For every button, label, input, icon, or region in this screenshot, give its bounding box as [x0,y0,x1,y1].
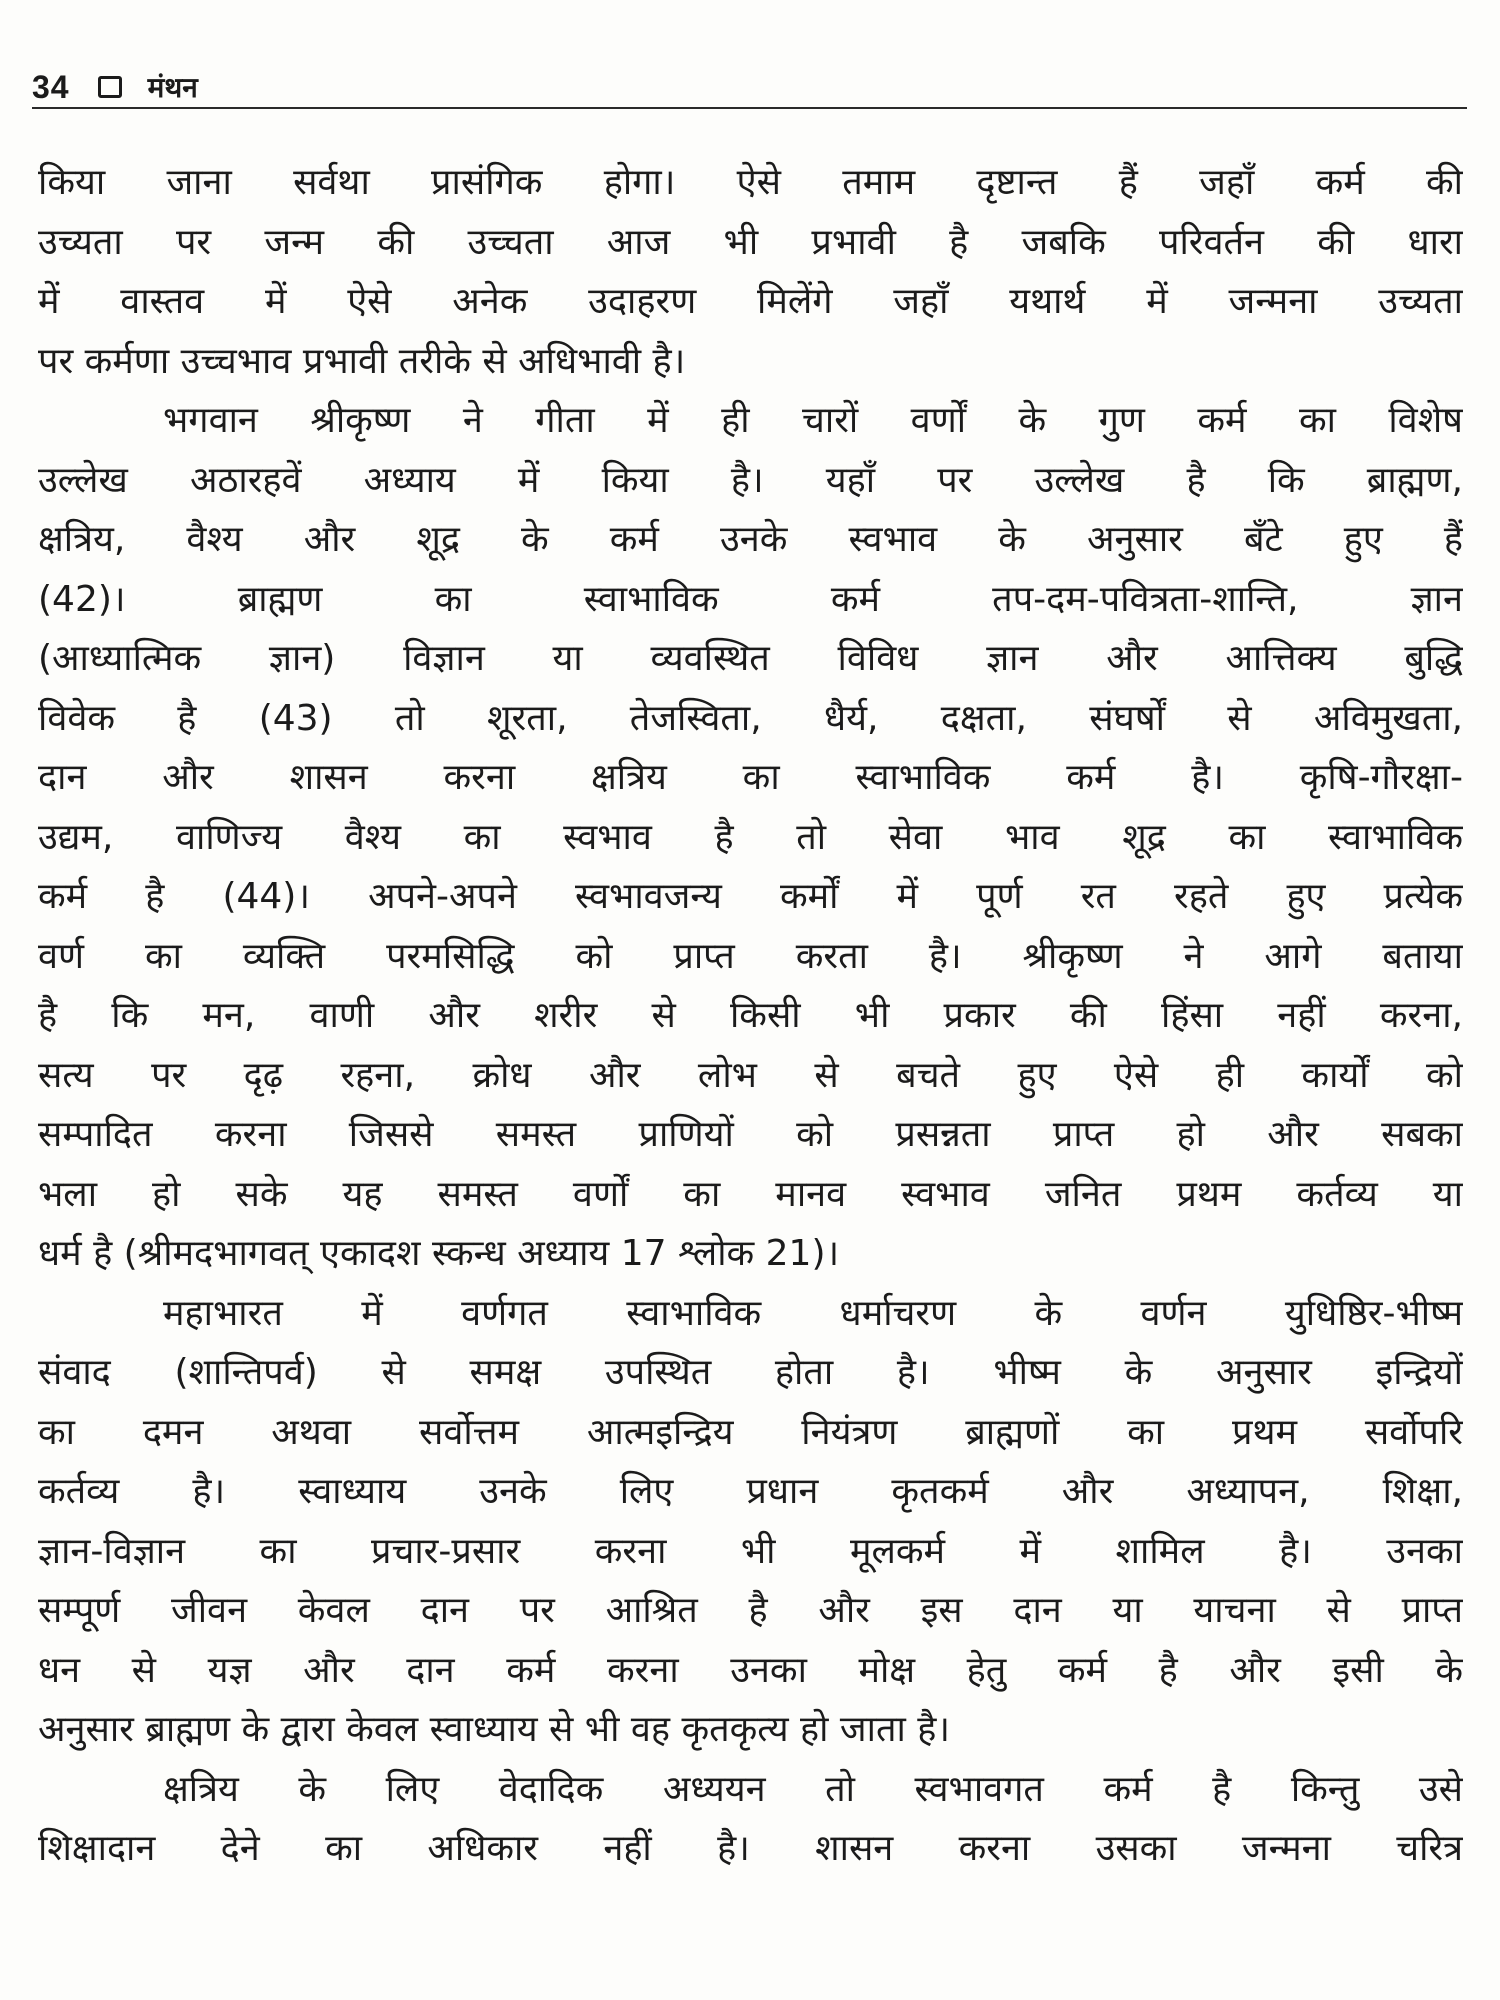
text-line: का दमन अथवा सर्वोत्तम आत्मइन्द्रिय नियंत्रण ब्राह्मणों का प्रथम सर्वोपरि [38,1411,1463,1453]
text-line: कर्म है (44)। अपने-अपने स्वभावजन्य कर्मों में पूर्ण रत रहते हुए प्रत्येक [38,876,1463,917]
page-header [32,62,1467,112]
text-line: उल्लेख अठारहवें अध्याय में किया है। यहाँ पर उल्लेख है कि ब्राह्मण, [38,459,1463,501]
text-line: भला हो सके यह समस्त वर्णों का मानव स्वभाव जनित प्रथम कर्तव्य या [38,1173,1463,1215]
text-line: सम्पादित करना जिससे समस्त प्राणियों को प्रसन्नता प्राप्त हो और सबका [38,1114,1463,1155]
text-line: कर्तव्य है। स्वाध्याय उनके लिए प्रधान कृतकर्म और अध्यापन, शिक्षा, [38,1471,1463,1512]
text-line: संवाद (शान्तिपर्व) से समक्ष उपस्थित होता है। भीष्म के अनुसार इन्द्रियों [38,1352,1463,1393]
text-line: उच्यता पर जन्म की उच्चता आज भी प्रभावी है जबकि परिवर्तन की धारा [38,221,1463,263]
body-text [38,153,1463,1879]
text-line: विवेक है (43) तो शूरता, तेजस्विता, धैर्य, दक्षता, संघर्षों से अविमुखता, [38,697,1463,739]
page-number: 34 [32,68,70,105]
book-title: मंथन [147,71,198,104]
text-line: है कि मन, वाणी और शरीर से किसी भी प्रकार की हिंसा नहीं करना, [38,995,1463,1036]
box-icon [98,76,122,98]
text-line: सम्पूर्ण जीवन केवल दान पर आश्रित है और इस दान या याचना से प्राप्त [38,1590,1463,1631]
text-line: क्षत्रिय के लिए वेदादिक अध्ययन तो स्वभावगत कर्म है किन्तु उसे [163,1768,1463,1810]
text-line: धर्म है (श्रीमदभागवत् एकादश स्कन्ध अध्याय 17 श्लोक 21)। [38,1233,840,1274]
text-line: भगवान श्रीकृष्ण ने गीता में ही चारों वर्णों के गुण कर्म का विशेष [163,400,1463,441]
text-line: शिक्षादान देने का अधिकार नहीं है। शासन करना उसका जन्मना चरित्र [38,1828,1463,1869]
text-line: दान और शासन करना क्षत्रिय का स्वाभाविक कर्म है। कृषि-गौरक्षा- [38,757,1463,798]
text-line: में वास्तव में ऐसे अनेक उदाहरण मिलेंगे जहाँ यथार्थ में जन्मना उच्यता [38,281,1463,322]
text-line: (42)। ब्राह्मण का स्वाभाविक कर्म तप-दम-पवित्रता-शान्ति, ज्ञान [38,578,1463,620]
text-line: किया जाना सर्वथा प्रासंगिक होगा। ऐसे तमाम दृष्टान्त हैं जहाँ कर्म की [38,162,1463,203]
text-line: सत्य पर दृढ़ रहना, क्रोध और लोभ से बचते हुए ऐसे ही कार्यों को [38,1054,1463,1096]
text-line: ज्ञान-विज्ञान का प्रचार-प्रसार करना भी मूलकर्म में शामिल है। उनका [38,1530,1463,1572]
text-line: महाभारत में वर्णगत स्वाभाविक धर्माचरण के वर्णन युधिष्ठिर-भीष्म [163,1292,1463,1334]
text-line: उद्यम, वाणिज्य वैश्य का स्वभाव है तो सेवा भाव शूद्र का स्वाभाविक [38,816,1463,858]
text-line: धन से यज्ञ और दान कर्म करना उनका मोक्ष हेतु कर्म है और इसी के [38,1649,1463,1691]
text-line: क्षत्रिय, वैश्य और शूद्र के कर्म उनके स्वभाव के अनुसार बँटे हुए हैं [38,519,1463,560]
text-line: अनुसार ब्राह्मण के द्वारा केवल स्वाध्याय से भी वह कृतकृत्य हो जाता है। [38,1709,951,1750]
text-line: वर्ण का व्यक्ति परमसिद्धि को प्राप्त करता है। श्रीकृष्ण ने आगे बताया [38,935,1463,977]
text-line: (आध्यात्मिक ज्ञान) विज्ञान या व्यवस्थित विविध ज्ञान और आत्तिक्य बुद्धि [38,638,1463,679]
text-line: पर कर्मणा उच्चभाव प्रभावी तरीके से अधिभावी है। [38,340,686,382]
header-rule [32,107,1467,109]
